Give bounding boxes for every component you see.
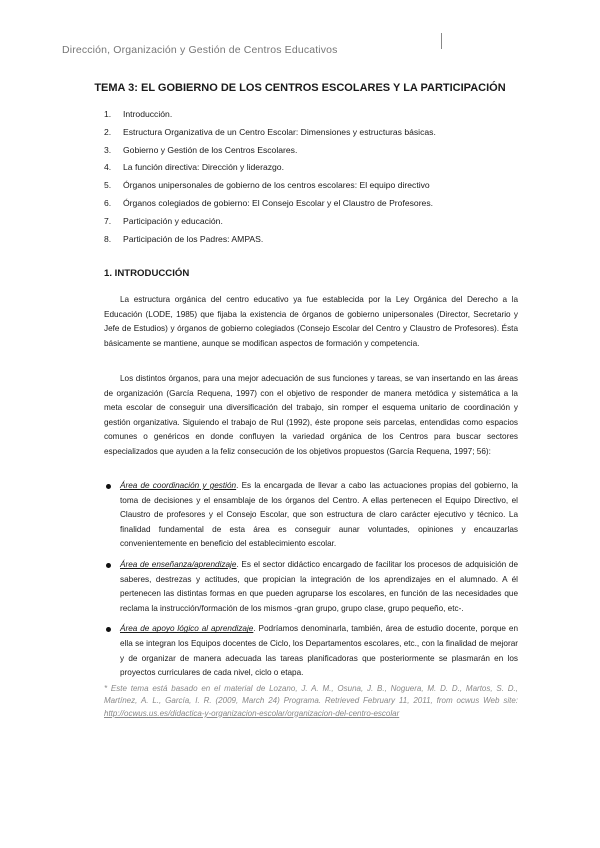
bullet-icon bbox=[106, 627, 111, 632]
toc-item bbox=[104, 180, 504, 198]
toc-item bbox=[104, 198, 504, 216]
toc-item bbox=[104, 234, 504, 252]
area-description: . Podríamos denominarla, también, área de estudio docente, porque en ella se integran los Equipos docentes de Ciclo, los Departamentos escolares, etc., con la finalidad de mejorar y de organizar de manera adecuada las tareas planificadoras que posteriormente se plasmarán en los proyectos curriculares de cada nivel, ciclo o etapa. bbox=[120, 624, 519, 678]
toc-item bbox=[104, 127, 504, 145]
intro-paragraph-1: La estructura orgánica del centro educativo ya fue establecida por la Ley Orgánica del Derecho a la Educación (LODE, 1985) que fijaba la existencia de órganos de gobierno unipersonales (Director, Secretario y Jefe de Estudios) y órganos de gobierno colegiados (Consejo Escolar del Centro y Claustro de Profesores). Ésta básicamente se mantiene, aunque se modifican aspectos de formación y competencia. bbox=[104, 295, 518, 348]
toc-item bbox=[104, 216, 504, 234]
toc-item-label: Estructura Organizativa de un Centro Escolar: Dimensiones y estructuras básicas. bbox=[123, 126, 436, 137]
section-heading: 1. INTRODUCCIÓN bbox=[104, 268, 190, 279]
toc-item-label: Participación y educación. bbox=[123, 215, 223, 226]
list-item bbox=[104, 622, 518, 680]
footnote bbox=[104, 683, 518, 720]
running-header: Dirección, Organización y Gestión de Centros Educativos bbox=[62, 44, 338, 56]
header-divider bbox=[441, 33, 442, 49]
toc-item-number: 3. bbox=[104, 144, 112, 155]
area-term: Área de coordinación y gestión bbox=[120, 481, 237, 490]
toc-item-number: 7. bbox=[104, 215, 112, 226]
bullet-icon bbox=[106, 484, 111, 489]
toc-item bbox=[104, 109, 504, 127]
toc-item bbox=[104, 145, 504, 163]
toc-item-number: 1. bbox=[104, 109, 112, 119]
toc-item-label: Órganos unipersonales de gobierno de los centros escolares: El equipo directivo bbox=[123, 180, 430, 191]
toc-item-number: 2. bbox=[104, 126, 112, 137]
areas-list bbox=[104, 479, 518, 687]
area-term: Área de apoyo lógico al aprendizaje bbox=[120, 624, 254, 634]
toc-item-number: 8. bbox=[104, 233, 112, 244]
area-description: . Es la encargada de llevar a cabo las actuaciones propias del gobierno, la toma de decisiones y el ensamblaje de los órganos del Centro. A ellas pertenecen el Equipo Directivo, el Claustro de profesores y el Consejo Escolar, que son estructura de claro carácter ejecutivo y técnico. La finalidad fundamental de esta área es conseguir aunar voluntades, opiniones y encauzarlas convenientemente en beneficio del establecimiento escolar. bbox=[120, 481, 518, 549]
bullet-icon bbox=[106, 563, 111, 568]
list-item bbox=[104, 479, 518, 552]
footnote-source-link[interactable]: http://ocwus.us.es/didactica-y-organizacion-escolar/organizacion-del-centro-escolar bbox=[104, 708, 400, 718]
toc-item-label: Gobierno y Gestión de los Centros Escolares. bbox=[123, 144, 298, 155]
area-description: . Es el sector didáctico encargado de facilitar los procesos de adquisición de saberes, destrezas y actitudes, que propician la integración de los aprendizajes en el alumnado. A él pertenecen las distintas formas en que pueden agruparse los escolares, en función de las necesidades que reclama la instrucción/formación de los mismos -gran grupo, grupo clase, grupo pequeño, etc-. bbox=[120, 559, 518, 613]
toc-item-label: Participación de los Padres: AMPAS. bbox=[123, 233, 264, 244]
footnote-text: * Este tema está basado en el material de Lozano, J. A. M., Osuna, J. B., Noguera, M. D. D., Martos, S. D., Martínez, A. L., García, I. R. (2009, March 24) Programa. Retrieved February 11, 2011, from ocwus Web site: bbox=[104, 684, 518, 706]
table-of-contents bbox=[104, 109, 504, 251]
list-item bbox=[104, 558, 518, 616]
toc-item-label: Introducción. bbox=[123, 109, 173, 119]
toc-item-label: Órganos colegiados de gobierno: El Consejo Escolar y el Claustro de Profesores. bbox=[123, 197, 434, 208]
toc-item-number: 5. bbox=[104, 180, 112, 191]
toc-item-number: 6. bbox=[104, 197, 112, 208]
toc-item-number: 4. bbox=[104, 162, 112, 173]
intro-paragraph-2: Los distintos órganos, para una mejor adecuación de sus funciones y tareas, se van insertando en las áreas de organización (García Requena, 1997) con el objetivo de responder de manera metódica y sistemática a la meta escolar de conseguir una diversificación del trabajo, sin romper el esquema unitario de coordinación y gestión organizativa. Siguiendo el trabajo de Rul (1992), éste propone seis parcelas, entendidas como espacios comunes o genéricos en donde confluyen la variedad orgánica de los Centros para buscar sectores especializados que ayuden a la feliz consecución de los objetivos propuestos (García Requena, 1997; 56): bbox=[104, 374, 518, 456]
area-term: Área de enseñanza/aprendizaje bbox=[120, 559, 237, 569]
toc-item bbox=[104, 162, 504, 180]
toc-item-label: La función directiva: Dirección y liderazgo. bbox=[123, 162, 284, 173]
document-title: TEMA 3: EL GOBIERNO DE LOS CENTROS ESCOLARES Y LA PARTICIPACIÓN bbox=[94, 82, 506, 94]
